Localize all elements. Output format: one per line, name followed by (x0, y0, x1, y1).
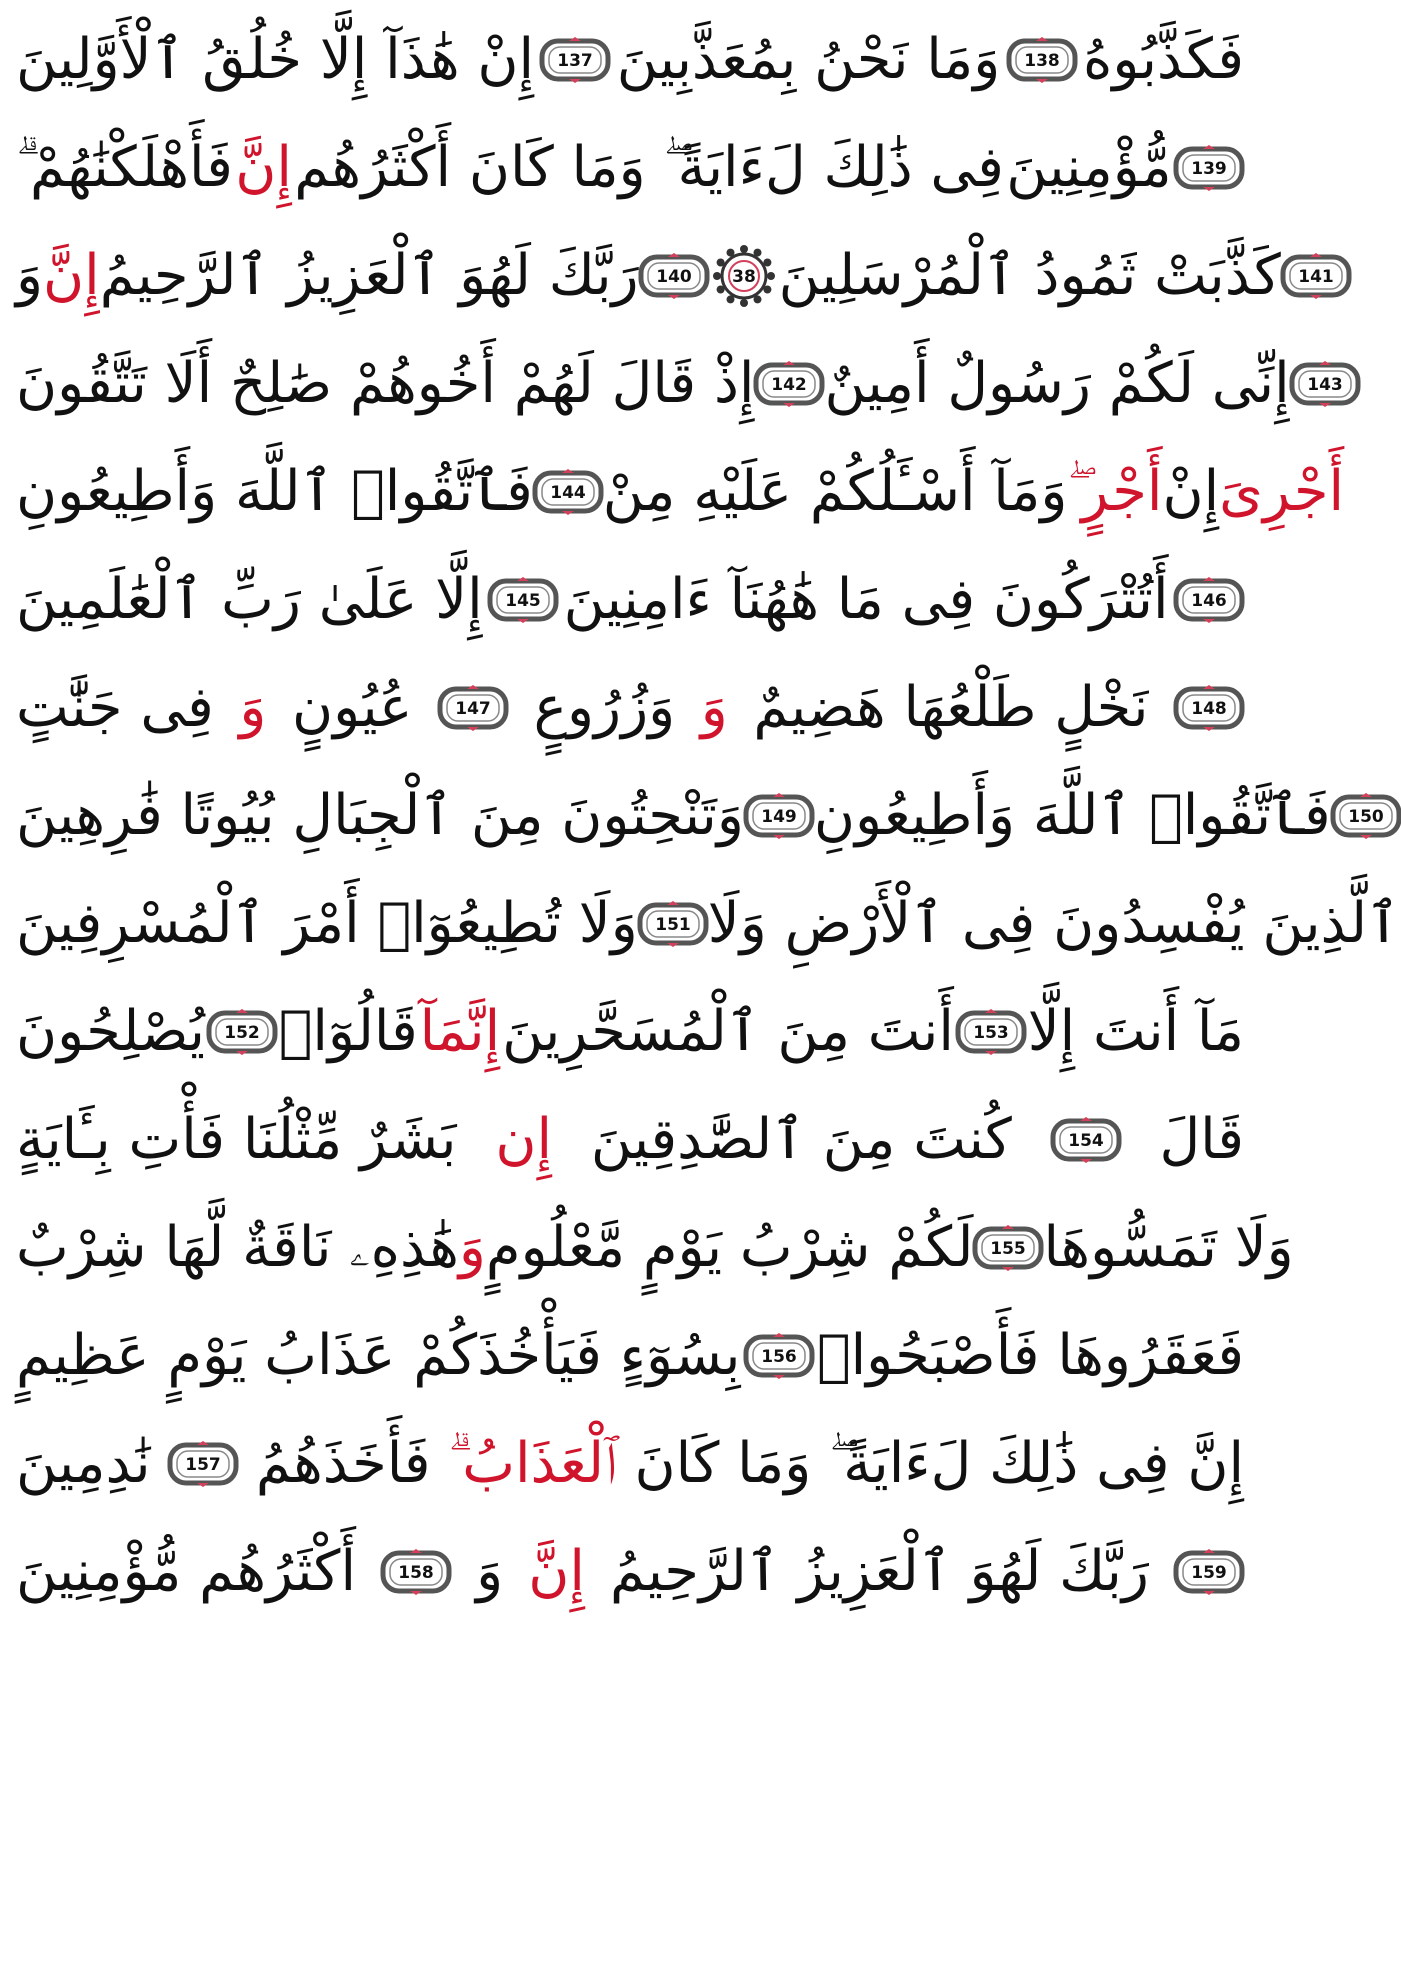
ayah-number-marker (1290, 362, 1360, 406)
verse-text: يُصْلِحُونَ (16, 999, 205, 1064)
ayah-number-marker (1174, 686, 1244, 730)
ayah-number-marker (744, 1334, 814, 1378)
verse-text: نَٰدِمِينَ (16, 1431, 151, 1496)
ayah-number-marker (639, 254, 709, 298)
verse-text: كَذَّبَتْ ثَمُودُ ٱلْمُرْسَلِينَ (778, 243, 1281, 308)
verse-text: وَلَا تَمَسُّوهَا (1043, 1215, 1294, 1280)
verse-text: ٱلَّذِينَ يُفْسِدُونَ فِى ٱلْأَرْضِ وَلَا (707, 891, 1400, 956)
verse-text: إِنِّى لَكُمْ رَسُولٌ أَمِينٌ (824, 351, 1290, 416)
ayah-number: 156 (761, 1347, 797, 1367)
verse-text: أَتُتْرَكُونَ فِى مَا هَٰهُنَآ ءَامِنِينَ (563, 567, 1169, 632)
ayah-number: 142 (771, 375, 808, 395)
verse-text: وَمَآ أَسْـَٔلُكُمْ عَلَيْهِ مِنْ (602, 459, 1068, 524)
ayah-number-marker (1174, 578, 1244, 622)
verse-text: فِى ذَٰلِكَ لَءَايَةً ۖ وَمَا كَانَ أَكْثَرُهُم (294, 135, 1004, 200)
verse-text: لَكُمْ شِرْبُ يَوْمٍ مَّعْلُومٍ (485, 1215, 974, 1280)
ayah-number: 155 (990, 1239, 1027, 1259)
text-line (16, 1302, 1244, 1410)
verse-text: وَ (16, 243, 44, 308)
ayah-number-marker (438, 686, 508, 730)
verse-text: وَمَا نَحْنُ بِمُعَذَّبِينَ (616, 27, 1001, 92)
verse-text: فَأَخَذَهُمُ (255, 1431, 431, 1496)
ayah-number-marker (168, 1442, 238, 1486)
text-line (16, 438, 1345, 546)
tajweed-highlight: أَجْرٍ ۖ (1067, 459, 1163, 524)
ayah-number-marker (533, 470, 603, 514)
verse-text: قَالَ (1159, 1107, 1244, 1172)
tajweed-highlight: ٱلْعَذَابُ ۗ (448, 1431, 617, 1496)
text-line (16, 762, 1384, 870)
text-line (16, 330, 1343, 438)
text-line (16, 870, 1400, 978)
verse-text: عُيُونٍ (292, 675, 413, 740)
hizb-marker (709, 241, 779, 311)
ayah-number-marker (207, 1010, 277, 1054)
verse-text: إِذْ قَالَ لَهُمْ أَخُوهُمْ صَٰلِحٌ أَلَا تَتَّقُونَ (16, 351, 755, 416)
tajweed-highlight: وَ (700, 675, 728, 740)
verse-text: بِسُوٓءٍ فَيَأْخُذَكُمْ عَذَابُ يَوْمٍ عَظِيمٍ (16, 1323, 741, 1388)
ayah-number: 152 (224, 1023, 260, 1043)
verse-text: أَكْثَرُهُم مُّؤْمِنِينَ (16, 1539, 356, 1604)
text-line (16, 1410, 1244, 1518)
ayah-number: 139 (1191, 159, 1227, 179)
ayah-number: 141 (1298, 267, 1334, 287)
verse-text: فَعَقَرُوهَا فَأَصْبَحُوا۟ (817, 1323, 1244, 1388)
ayah-number: 145 (505, 591, 541, 611)
ayah-number-marker (638, 902, 708, 946)
verse-text: رَبَّكَ لَهُوَ ٱلْعَزِيزُ ٱلرَّحِيمُ (610, 1539, 1149, 1604)
tajweed-highlight: وَ (458, 1215, 486, 1280)
verse-text: مَآ أَنتَ إِلَّا (1027, 999, 1244, 1064)
tajweed-highlight: أَجْرِىَ (1219, 459, 1345, 524)
ayah-number: 146 (1191, 591, 1227, 611)
ayah-number: 150 (1347, 807, 1384, 827)
verse-text: فَٱتَّقُوا۟ ٱللَّهَ وَأَطِيعُونِ (813, 783, 1331, 848)
verse-text: هَٰذِهِۦ نَاقَةٌ لَّهَا شِرْبٌ (16, 1215, 459, 1280)
ayah-number: 148 (1191, 699, 1227, 719)
ayah-number-marker (1281, 254, 1351, 298)
verse-text: وَ (476, 1539, 504, 1604)
ayah-number: 149 (761, 807, 797, 827)
ayah-number-marker (1051, 1118, 1121, 1162)
ayah-number: 137 (557, 51, 594, 71)
verse-text: إِلَّا عَلَىٰ رَبِّ ٱلْعَٰلَمِينَ (16, 567, 483, 632)
verse-text: وَتَنْحِتُونَ مِنَ ٱلْجِبَالِ بُيُوتًا فَٰرِهِينَ (16, 783, 744, 848)
text-line (16, 546, 1244, 654)
ayah-number-marker (1007, 38, 1077, 82)
ayah-number: 154 (1067, 1131, 1104, 1151)
verse-text: أَنتَ مِنَ ٱلْمُسَحَّرِينَ (502, 999, 954, 1064)
ayah-number-marker (488, 578, 558, 622)
ayah-number-marker (754, 362, 824, 406)
ayah-number-marker (1331, 794, 1401, 838)
text-line (16, 1086, 1244, 1194)
ayah-number-marker (1174, 146, 1244, 190)
ayah-number: 143 (1306, 375, 1343, 395)
verse-text: مُّؤْمِنِينَ (1006, 135, 1172, 200)
ayah-number: 158 (398, 1563, 434, 1583)
text-line (16, 978, 1244, 1086)
ayah-number-marker (1174, 1550, 1244, 1594)
verse-text: إِنْ هَٰذَآ إِلَّا خُلُقُ ٱلْأَوَّلِينَ (16, 27, 535, 92)
tajweed-highlight: وَ (239, 675, 267, 740)
verse-text: فَكَذَّبُوهُ (1083, 27, 1244, 92)
verse-text: كُنتَ مِنَ ٱلصَّٰدِقِينَ (590, 1107, 1012, 1172)
verse-text: بَشَرٌ مِّثْلُنَا فَأْتِ بِـَٔايَةٍ (16, 1107, 457, 1172)
ayah-number: 144 (550, 483, 586, 503)
ayah-number: 138 (1023, 51, 1060, 71)
tajweed-highlight: إِنَّ (235, 135, 292, 200)
ayah-number-marker (973, 1226, 1043, 1270)
text-line (16, 1518, 1244, 1626)
verse-text: إِنْ (1162, 459, 1220, 524)
ayah-number: 151 (655, 915, 691, 935)
text-line (16, 6, 1244, 114)
hizb-number: 38 (731, 267, 756, 287)
tajweed-highlight: إِن (495, 1107, 553, 1172)
ayah-number: 147 (455, 699, 491, 719)
tajweed-highlight: إِنَّمَآ (419, 999, 501, 1064)
text-line (16, 654, 1244, 762)
verse-text: فَأَهْلَكْنَٰهُمْ ۗ (16, 135, 233, 200)
ayah-number-marker (744, 794, 814, 838)
ayah-number: 157 (185, 1455, 221, 1475)
ayah-number-marker (540, 38, 610, 82)
verse-text: قَالُوٓا۟ (278, 999, 418, 1064)
text-line (16, 1194, 1294, 1302)
verse-text: إِنَّ فِى ذَٰلِكَ لَءَايَةً ۖ وَمَا كَانَ (634, 1431, 1244, 1496)
ayah-number-marker (381, 1550, 451, 1594)
ayah-number: 153 (973, 1023, 1009, 1043)
text-line (16, 222, 1334, 330)
ayah-number-marker (956, 1010, 1026, 1054)
verse-text: نَخْلٍ طَلْعُهَا هَضِيمٌ (753, 675, 1149, 740)
verse-text: وَزُرُوعٍ (533, 675, 676, 740)
verse-text: فَٱتَّقُوا۟ ٱللَّهَ وَأَطِيعُونِ (16, 459, 533, 524)
verse-text: فِى جَنَّٰتٍ (16, 675, 214, 740)
tajweed-highlight: إِنَّ (528, 1539, 585, 1604)
ayah-number: 140 (655, 267, 692, 287)
text-line (16, 114, 1244, 222)
verse-text: رَبَّكَ لَهُوَ ٱلْعَزِيزُ ٱلرَّحِيمُ (99, 243, 639, 308)
verse-text: وَلَا تُطِيعُوٓا۟ أَمْرَ ٱلْمُسْرِفِينَ (16, 891, 638, 956)
ayah-number: 159 (1191, 1563, 1227, 1583)
tajweed-highlight: إِنَّ (43, 243, 100, 308)
